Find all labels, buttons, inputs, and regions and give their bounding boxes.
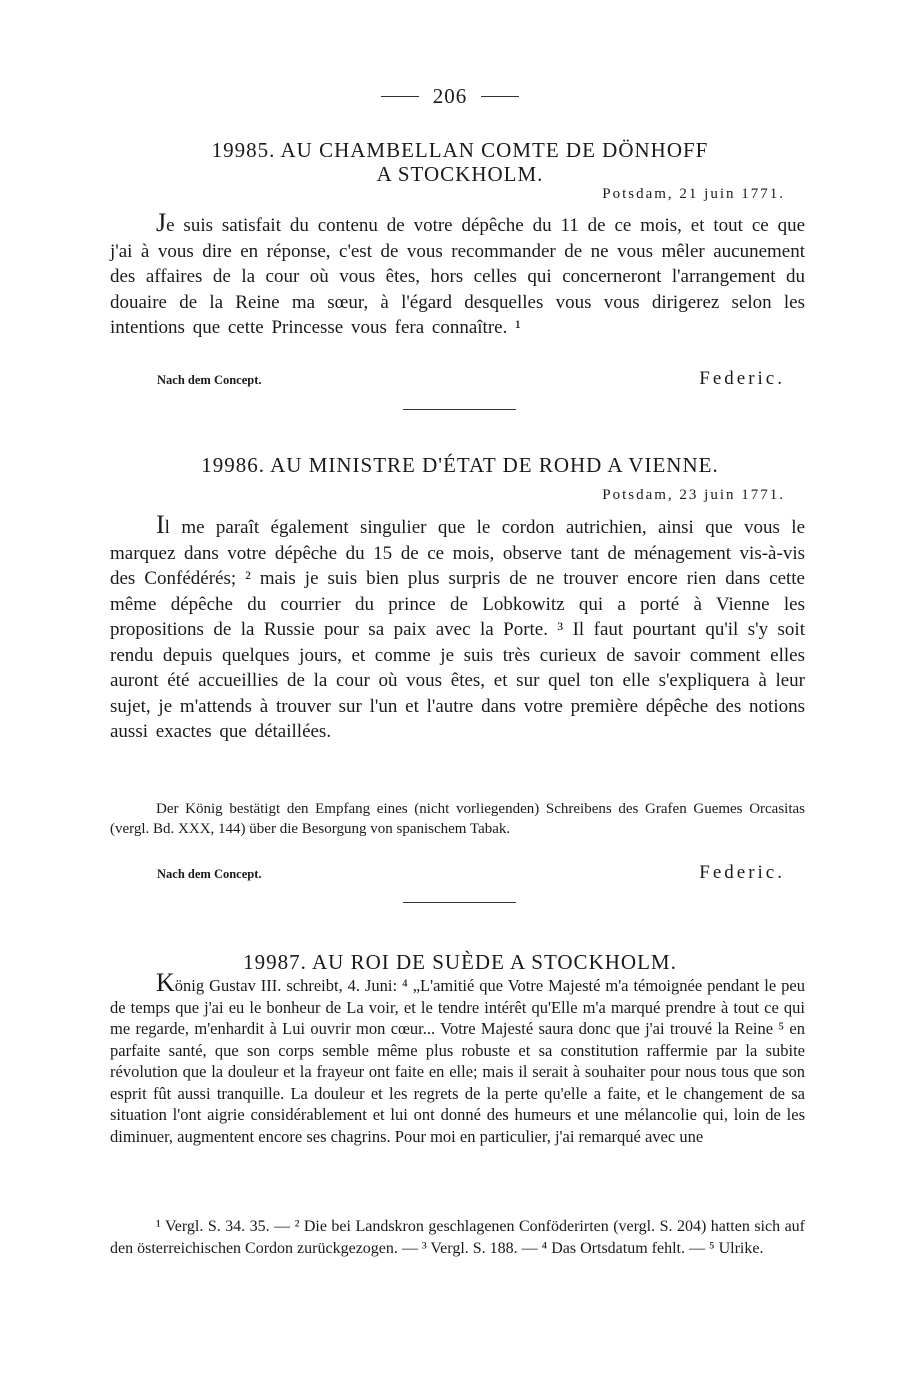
body-initial: I [156,510,165,539]
letter-19987-body [110,968,805,1147]
letter-title-line1: 19985. AU CHAMBELLAN COMTE DE DÖNHOFF [211,138,709,162]
letter-19986-date: Potsdam, 23 juin 1771. [602,487,785,503]
header-rule-right [481,96,519,97]
page-number: 206 [432,84,468,108]
letter-19986-body [110,512,805,745]
letter-19985-date: Potsdam, 21 juin 1771. [602,186,785,202]
letter-19986-source: Nach dem Concept. [157,867,262,881]
section-separator [403,409,516,410]
letter-19986-note [110,799,805,839]
letter-19985-title [100,138,820,186]
body-text: önig Gustav III. schreibt, 4. Juni: ⁴ „L'amitié que Votre Majesté m'a témoignée pendant le peu de temps que j'ai eu le bonheur de La voir, et le tendre intérêt qu'Elle m'a marqué prendre à tout ce qui me regarde, m'enhardit à Lui ouvrir mon cœur... Votre Majesté saura donc que j'ai trouvé la Reine ⁵ en parfaite santé, que son corps semble même plus robuste et sa constitution raffermie par la subite révolution que la douleur et la frayeur ont faite en elle; mais il serait à souhaiter pour nous tous que son esprit fût aussi tranquille. La douleur et les regrets de la perte qu'elle a faite, et le changement de sa situation l'ont aigrie considérablement et lui ont donné des humeurs et une mélancolie qui, loin de les diminuer, augmentent encore ses chagrins. Pour moi en particulier, j'ai remarqué avec une [110,976,805,1146]
editor-note: Der König bestätigt den Empfang eines (nicht vorliegenden) Schreibens des Grafen Guemes Orcasitas (vergl. Bd. XXX, 144) über die Besorgung von spanischem Tabak. [110,801,805,837]
section-separator [403,902,516,903]
body-text: e suis satisfait du contenu de votre dépêche du 11 de ce mois, et tout ce que j'ai à vous dire en réponse, c'est de vous recommander de ne vous mêler aucunement des affaires de la cour où vous êtes, hors celles qui concerneront l'arrangement du douaire de la Reine ma sœur, à l'égard desquelles vous vous dirigerez selon les intentions que cette Princesse vous fera connaître. ¹ [110,215,805,338]
body-initial: K [156,968,175,997]
letter-title-line2: A STOCKHOLM. [376,162,544,186]
letter-19986-title [100,453,820,477]
footnote-text: ¹ Vergl. S. 34. 35. — ² Die bei Landskron geschlagenen Conföderirten (vergl. S. 204) hatten sich auf den österreichischen Cordon zurückgezogen. — ³ Vergl. S. 188. — ⁴ Das Ortsdatum fehlt. — ⁵ Ulrike. [110,1218,805,1257]
letter-19986-signature: Federic. [699,862,785,883]
body-text: l me paraît également singulier que le cordon autrichien, ainsi que vous le marquez dans votre dépêche du 15 de ce mois, observe tant de ménagement vis-à-vis des Confédérés; ² mais je suis bien plus surpris de ne trouver encore rien dans cette même dépêche du courrier du prince de Lobkowitz qui a porté à Vienne les propositions de la Russie pour sa paix avec la Porte. ³ Il faut pourtant qu'il s'y soit rendu depuis quelques jours, et comme je suis très curieux de savoir comment elles auront été accueillies de la cour où vous êtes, et sur quel ton elle s'expliquera à leur sujet, je m'attends à trouver sur l'un et l'autre dans votre première dépêche des notions aussi exactes que détaillées. [110,517,805,742]
body-initial: J [156,208,167,237]
letter-title-line1: 19986. AU MINISTRE D'ÉTAT DE ROHD A VIENNE. [201,453,719,477]
letter-19985-source: Nach dem Concept. [157,373,262,387]
header-rule-left [381,96,419,97]
letter-19987-title [100,950,820,974]
letter-19985-body [110,210,805,341]
page-header [0,84,900,109]
letter-19985-signature: Federic. [699,368,785,389]
footnotes [110,1216,805,1260]
letter-title-line1: 19987. AU ROI DE SUÈDE A STOCKHOLM. [243,950,677,974]
